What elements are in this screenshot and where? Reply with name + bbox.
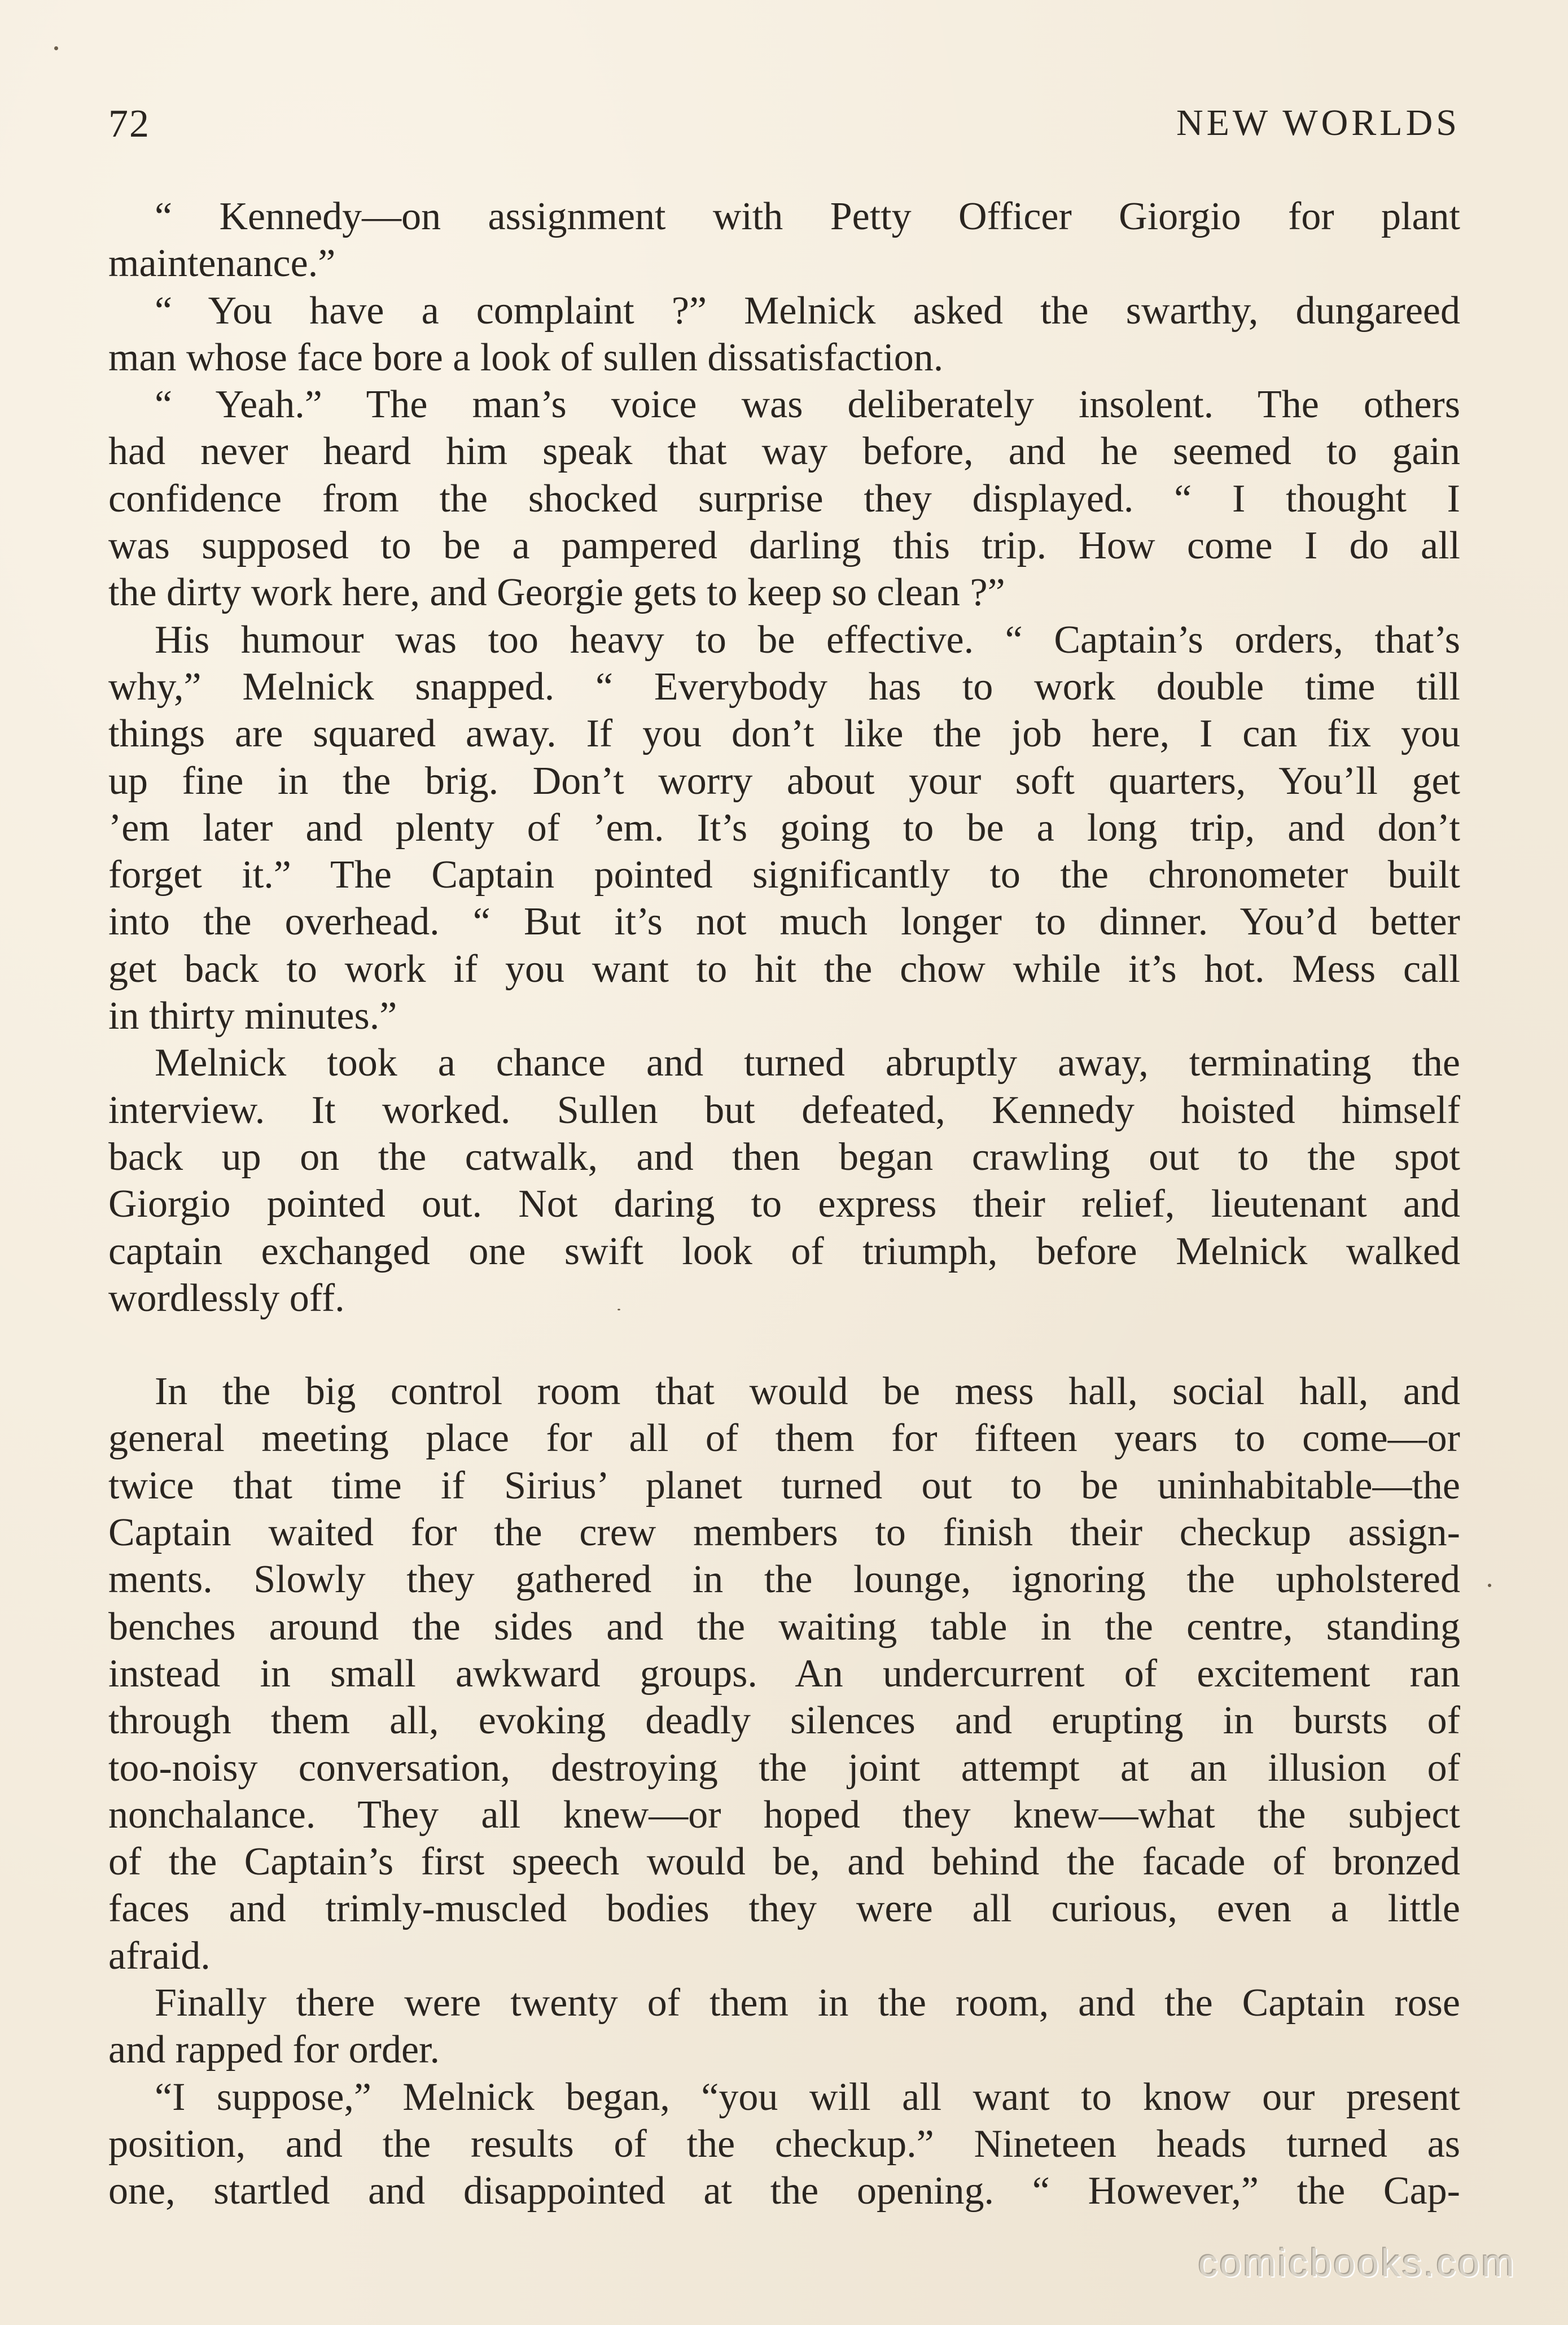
paragraph — [108, 1368, 1460, 1979]
text-line: had never heard him speak that way before, and he seemed to gain — [108, 430, 1460, 474]
text-line: ments. Slowly they gathered in the lounge, ignoring the upholstered — [108, 1558, 1460, 1602]
text-line: “ Kennedy—on assignment with Petty Officer Giorgio for plant — [155, 195, 1460, 238]
paragraph — [108, 2074, 1460, 2215]
text-line: “I suppose,” Melnick began, “you will all want to know our present — [155, 2075, 1460, 2119]
text-line: In the big control room that would be mess hall, social hall, and — [155, 1370, 1460, 1414]
section-break — [108, 1322, 1460, 1368]
text-line: man whose face bore a look of sullen dissatisfaction. — [108, 335, 944, 379]
text-line: Finally there were twenty of them in the room, and the Captain rose — [155, 1981, 1460, 2025]
text-line: into the overhead. “ But it’s not much longer to dinner. You’d better — [108, 900, 1460, 944]
text-line: wordlessly off. — [108, 1276, 345, 1320]
paper-speck — [617, 1309, 620, 1310]
paragraph — [108, 1979, 1460, 2074]
text-line: faces and trimly-muscled bodies they were all curious, even a little — [108, 1887, 1460, 1931]
text-line: was supposed to be a pampered darling this trip. How come I do all — [108, 524, 1460, 568]
paragraph — [108, 381, 1460, 616]
text-line: position, and the results of the checkup.” Nineteen heads turned as — [108, 2122, 1460, 2166]
text-line: “ Yeah.” The man’s voice was deliberately insolent. The others — [155, 383, 1460, 427]
watermark: comicbooks.com — [1198, 2241, 1516, 2285]
body-text — [108, 193, 1460, 2214]
text-line: benches around the sides and the waiting table in the centre, standing — [108, 1605, 1460, 1649]
text-line: general meeting place for all of them for fifteen years to come—or — [108, 1417, 1460, 1461]
page-number: 72 — [108, 102, 150, 146]
text-line: through them all, evoking deadly silences and erupting in bursts of — [108, 1699, 1460, 1743]
text-line: forget it.” The Captain pointed significantly to the chronometer built — [108, 853, 1460, 897]
text-line: twice that time if Sirius’ planet turned out to be uninhabitable—the — [108, 1463, 1460, 1507]
text-line: maintenance.” — [108, 242, 336, 286]
text-line: up fine in the brig. Don’t worry about your soft quarters, You’ll get — [108, 759, 1460, 803]
text-line: captain exchanged one swift look of triumph, before Melnick walked — [108, 1229, 1460, 1273]
running-head: NEW WORLDS — [1176, 102, 1460, 143]
text-line: back up on the catwalk, and then began crawling out to the spot — [108, 1135, 1460, 1179]
text-line: get back to work if you want to hit the chow while it’s hot. Mess call — [108, 947, 1460, 991]
paragraph — [108, 617, 1460, 1040]
text-line: the dirty work here, and Georgie gets to keep so clean ?” — [108, 571, 1005, 615]
text-line: one, startled and disappointed at the opening. “ However,” the Cap- — [108, 2169, 1460, 2213]
text-line: too-noisy conversation, destroying the joint attempt at an illusion of — [108, 1746, 1460, 1790]
paragraph — [108, 287, 1460, 382]
text-line: ’em later and plenty of ’em. It’s going to be a long trip, and don’t — [108, 806, 1460, 850]
paper-speck — [1488, 1584, 1491, 1587]
text-line: Giorgio pointed out. Not daring to express their relief, lieutenant and — [108, 1182, 1460, 1226]
text-line: Captain waited for the crew members to finish their checkup assign- — [108, 1511, 1460, 1555]
text-line: Melnick took a chance and turned abruptly away, terminating the — [155, 1041, 1460, 1085]
text-line: “ You have a complaint ?” Melnick asked the swarthy, dungareed — [155, 289, 1460, 333]
text-line: nonchalance. They all knew—or hoped they knew—what the subject — [108, 1793, 1460, 1837]
paper-speck — [54, 46, 58, 50]
text-line: His humour was too heavy to be effective. “ Captain’s orders, that’s — [155, 618, 1460, 662]
page-header — [108, 102, 1460, 152]
text-line: afraid. — [108, 1934, 211, 1978]
text-line: of the Captain’s first speech would be, and behind the facade of bronzed — [108, 1840, 1460, 1884]
text-line: and rapped for order. — [108, 2028, 440, 2072]
paragraph — [108, 1039, 1460, 1322]
text-line: why,” Melnick snapped. “ Everybody has to work double time till — [108, 665, 1460, 709]
text-line: in thirty minutes.” — [108, 994, 397, 1038]
paragraph — [108, 193, 1460, 287]
text-line: instead in small awkward groups. An undercurrent of excitement ran — [108, 1651, 1460, 1695]
text-line: things are squared away. If you don’t like the job here, I can fix you — [108, 712, 1460, 756]
text-line: interview. It worked. Sullen but defeated, Kennedy hoisted himself — [108, 1088, 1460, 1132]
text-line: confidence from the shocked surprise they displayed. “ I thought I — [108, 477, 1460, 521]
